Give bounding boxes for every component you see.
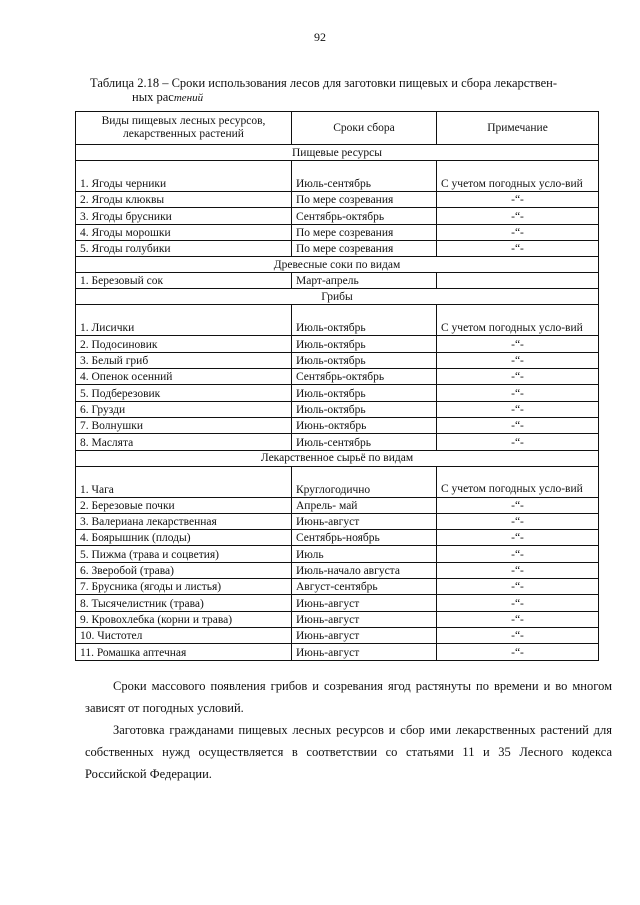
cell-resource-name: 1. Березовый сок bbox=[76, 273, 292, 289]
table-row bbox=[76, 208, 599, 224]
cell-note bbox=[437, 273, 599, 289]
table-row bbox=[76, 562, 599, 578]
section-title: Лекарственное сырьё по видам bbox=[76, 450, 599, 466]
cell-period: Июль-октябрь bbox=[292, 385, 437, 401]
cell-period: Июнь-август bbox=[292, 627, 437, 643]
header-collection-period: Сроки сбора bbox=[292, 112, 437, 145]
table-row bbox=[76, 644, 599, 660]
cell-note: -“- bbox=[437, 208, 599, 224]
cell-resource-name: 4. Боярышник (плоды) bbox=[76, 530, 292, 546]
cell-period: Июнь-октябрь bbox=[292, 417, 437, 433]
cell-resource-name: 5. Пижма (трава и соцветия) bbox=[76, 546, 292, 562]
caption-line-1: Таблица 2.18 – Сроки использования лесов для заготовки пищевых и сбора лекарствен- bbox=[90, 76, 558, 90]
cell-note: -“- bbox=[437, 240, 599, 256]
caption-line-2 bbox=[90, 90, 610, 105]
table-row bbox=[76, 513, 599, 529]
table-row bbox=[76, 385, 599, 401]
paragraph-1: Сроки массового появления грибов и созревания ягод растянуты по времени и во многом зависят от погодных условий. bbox=[85, 679, 612, 715]
cell-note: -“- bbox=[437, 497, 599, 513]
cell-resource-name: 8. Маслята bbox=[76, 434, 292, 450]
table-row bbox=[76, 336, 599, 352]
cell-note: -“- bbox=[437, 513, 599, 529]
cell-note: -“- bbox=[437, 546, 599, 562]
cell-period: Март-апрель bbox=[292, 273, 437, 289]
cell-period: Июнь-август bbox=[292, 644, 437, 660]
caption-line-2-plain: ных рас bbox=[132, 90, 174, 104]
cell-period: По мере созревания bbox=[292, 240, 437, 256]
cell-period: Июль-октябрь bbox=[292, 305, 437, 336]
cell-resource-name: 10. Чистотел bbox=[76, 627, 292, 643]
cell-resource-name: 3. Ягоды брусники bbox=[76, 208, 292, 224]
cell-note: -“- bbox=[437, 401, 599, 417]
cell-note: -“- bbox=[437, 611, 599, 627]
table-row bbox=[76, 579, 599, 595]
cell-period: Сентябрь-октябрь bbox=[292, 208, 437, 224]
cell-period: Июль bbox=[292, 546, 437, 562]
cell-resource-name: 11. Ромашка аптечная bbox=[76, 644, 292, 660]
cell-resource-name: 5. Ягоды голубики bbox=[76, 240, 292, 256]
table-row bbox=[76, 466, 599, 497]
cell-period: Сентябрь-октябрь bbox=[292, 369, 437, 385]
cell-period: Июль-октябрь bbox=[292, 336, 437, 352]
cell-resource-name: 2. Березовые почки bbox=[76, 497, 292, 513]
cell-resource-name: 1. Лисички bbox=[76, 305, 292, 336]
harvest-periods-table bbox=[75, 111, 599, 661]
table-row bbox=[76, 417, 599, 433]
cell-resource-name: 1. Чага bbox=[76, 466, 292, 497]
cell-resource-name: 6. Зверобой (трава) bbox=[76, 562, 292, 578]
cell-note: -“- bbox=[437, 336, 599, 352]
cell-period: Июль-сентябрь bbox=[292, 161, 437, 192]
cell-period: Сентябрь-ноябрь bbox=[292, 530, 437, 546]
cell-note: -“- bbox=[437, 192, 599, 208]
table-row bbox=[76, 530, 599, 546]
table-row bbox=[76, 595, 599, 611]
cell-note: -“- bbox=[437, 352, 599, 368]
cell-resource-name: 4. Ягоды морошки bbox=[76, 224, 292, 240]
cell-note: С учетом погодных усло-вий bbox=[437, 161, 599, 192]
table-row bbox=[76, 434, 599, 450]
caption-line-2-italic: тений bbox=[173, 92, 204, 104]
table-row bbox=[76, 224, 599, 240]
section-row bbox=[76, 450, 599, 466]
cell-note: -“- bbox=[437, 644, 599, 660]
cell-resource-name: 6. Грузди bbox=[76, 401, 292, 417]
cell-resource-name: 3. Валериана лекарственная bbox=[76, 513, 292, 529]
cell-note: -“- bbox=[437, 595, 599, 611]
cell-resource-name: 5. Подберезовик bbox=[76, 385, 292, 401]
cell-note: -“- bbox=[437, 224, 599, 240]
cell-note: -“- bbox=[437, 417, 599, 433]
paragraph-2: Заготовка гражданами пищевых лесных ресурсов и сбор ими лекарственных растений для собственных нужд осуществляется в соответствии со статьями 11 и 35 Лесного кодекса Российской Федерации. bbox=[85, 723, 612, 781]
header-resource-type: Виды пищевых лесных ресурсов, лекарственных растений bbox=[76, 112, 292, 145]
section-title: Грибы bbox=[76, 289, 599, 305]
header-note: Примечание bbox=[437, 112, 599, 145]
table-row bbox=[76, 497, 599, 513]
section-row bbox=[76, 289, 599, 305]
cell-period: Июль-октябрь bbox=[292, 352, 437, 368]
cell-period: Июнь-август bbox=[292, 611, 437, 627]
table-row bbox=[76, 369, 599, 385]
cell-resource-name: 2. Ягоды клюквы bbox=[76, 192, 292, 208]
cell-period: Июнь-август bbox=[292, 513, 437, 529]
cell-resource-name: 9. Кровохлебка (корни и трава) bbox=[76, 611, 292, 627]
table-row bbox=[76, 401, 599, 417]
cell-resource-name: 3. Белый гриб bbox=[76, 352, 292, 368]
table-row bbox=[76, 240, 599, 256]
table-body bbox=[76, 145, 599, 661]
cell-note: -“- bbox=[437, 579, 599, 595]
section-row bbox=[76, 145, 599, 161]
cell-period: Июнь-август bbox=[292, 595, 437, 611]
cell-note: -“- bbox=[437, 627, 599, 643]
cell-note: -“- bbox=[437, 530, 599, 546]
cell-resource-name: 8. Тысячелистник (трава) bbox=[76, 595, 292, 611]
cell-resource-name: 4. Опенок осенний bbox=[76, 369, 292, 385]
cell-period: По мере созревания bbox=[292, 224, 437, 240]
table-caption bbox=[90, 76, 610, 105]
cell-period: Круглогодично bbox=[292, 466, 437, 497]
table-row bbox=[76, 352, 599, 368]
cell-note: С учетом погодных усло-вий bbox=[437, 466, 599, 497]
table-row bbox=[76, 192, 599, 208]
cell-period: Август-сентябрь bbox=[292, 579, 437, 595]
section-row bbox=[76, 257, 599, 273]
cell-resource-name: 7. Волнушки bbox=[76, 417, 292, 433]
page-number: 92 bbox=[314, 30, 326, 44]
table-row bbox=[76, 161, 599, 192]
cell-note: -“- bbox=[437, 434, 599, 450]
cell-note: -“- bbox=[437, 562, 599, 578]
cell-note: -“- bbox=[437, 369, 599, 385]
cell-period: Июль-сентябрь bbox=[292, 434, 437, 450]
section-title: Древесные соки по видам bbox=[76, 257, 599, 273]
cell-note: -“- bbox=[437, 385, 599, 401]
table-row bbox=[76, 305, 599, 336]
cell-period: Июль-октябрь bbox=[292, 401, 437, 417]
cell-period: По мере созревания bbox=[292, 192, 437, 208]
cell-resource-name: 7. Брусника (ягоды и листья) bbox=[76, 579, 292, 595]
cell-period: Апрель- май bbox=[292, 497, 437, 513]
table-row bbox=[76, 611, 599, 627]
cell-resource-name: 1. Ягоды черники bbox=[76, 161, 292, 192]
table-row bbox=[76, 273, 599, 289]
cell-period: Июль-начало августа bbox=[292, 562, 437, 578]
table-header-row bbox=[76, 112, 599, 145]
table-row bbox=[76, 627, 599, 643]
table-row bbox=[76, 546, 599, 562]
cell-note: С учетом погодных усло-вий bbox=[437, 305, 599, 336]
cell-resource-name: 2. Подосиновик bbox=[76, 336, 292, 352]
section-title: Пищевые ресурсы bbox=[76, 145, 599, 161]
